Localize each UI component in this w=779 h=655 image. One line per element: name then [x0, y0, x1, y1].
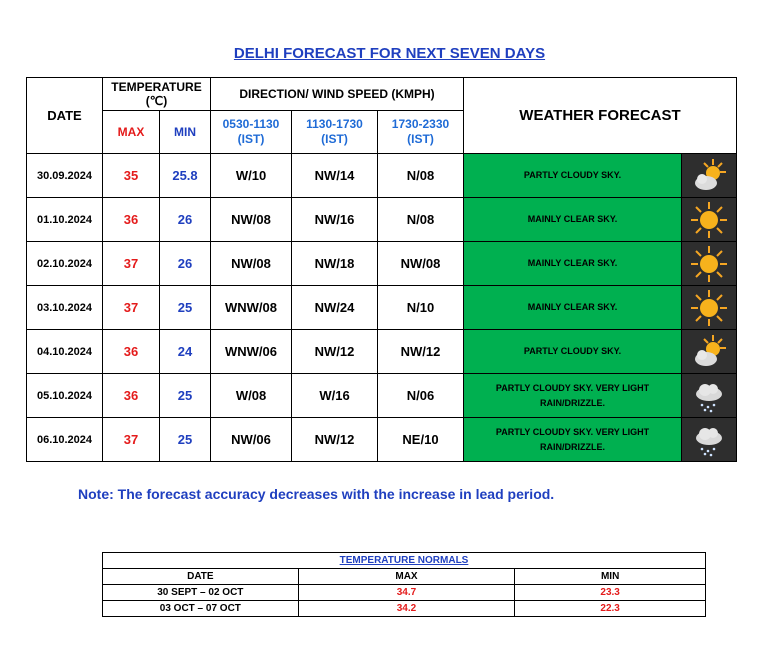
forecast-description [464, 286, 682, 330]
forecast-description [464, 374, 682, 418]
forecast-row [27, 198, 737, 242]
header-slot-3 [378, 111, 464, 154]
forecast-text: MAINLY CLEAR SKY. [527, 302, 618, 312]
wind-slot-2: NW/12 [292, 330, 378, 374]
wind-slot-2: NW/14 [292, 154, 378, 198]
wind-slot-2: NW/18 [292, 242, 378, 286]
forecast-min-temp: 24 [160, 330, 211, 374]
forecast-max-temp: 36 [103, 330, 160, 374]
drizzle-cloud-icon [682, 418, 737, 462]
forecast-min-temp: 25 [160, 374, 211, 418]
normals-max: 34.7 [298, 585, 515, 601]
wind-slot-3: N/08 [378, 154, 464, 198]
forecast-max-temp: 35 [103, 154, 160, 198]
wind-slot-3: NE/10 [378, 418, 464, 462]
slot-time: 1730-2330 [391, 117, 450, 131]
forecast-text: PARTLY CLOUDY SKY. VERY LIGHT [495, 426, 650, 437]
wind-slot-1: NW/08 [211, 242, 292, 286]
forecast-date: 03.10.2024 [27, 286, 103, 330]
drizzle-cloud-icon [682, 374, 737, 418]
normals-row [103, 585, 706, 601]
wind-slot-1: W/08 [211, 374, 292, 418]
forecast-max-temp: 37 [103, 286, 160, 330]
forecast-min-temp: 26 [160, 242, 211, 286]
slot-tz: (IST) [321, 132, 348, 146]
forecast-text: PARTLY CLOUDY SKY. [523, 170, 622, 180]
normals-date: 30 SEPT – 02 OCT [103, 585, 299, 601]
sun-icon [682, 242, 737, 286]
forecast-description [464, 198, 682, 242]
normals-title-cell [103, 553, 706, 569]
header-temperature-unit: (℃) [145, 94, 168, 108]
header-min: MIN [160, 111, 211, 154]
forecast-date: 30.09.2024 [27, 154, 103, 198]
temperature-normals-table [102, 552, 706, 617]
wind-slot-3: NW/08 [378, 242, 464, 286]
forecast-text: MAINLY CLEAR SKY. [527, 214, 618, 224]
wind-slot-1: NW/06 [211, 418, 292, 462]
page-title-text: DELHI FORECAST FOR NEXT SEVEN DAYS [233, 45, 546, 62]
forecast-max-temp: 36 [103, 374, 160, 418]
slot-time: 1130-1730 [306, 117, 363, 131]
header-slot-2 [292, 111, 378, 154]
normals-date: 03 OCT – 07 OCT [103, 601, 299, 617]
forecast-text-line-2: RAIN/DRIZZLE. [540, 397, 605, 408]
wind-slot-1: WNW/06 [211, 330, 292, 374]
forecast-min-temp: 25 [160, 286, 211, 330]
forecast-text: PARTLY CLOUDY SKY. [523, 346, 622, 356]
forecast-description [464, 154, 682, 198]
header-direction: DIRECTION/ WIND SPEED (KMPH) [211, 78, 464, 111]
forecast-min-temp: 26 [160, 198, 211, 242]
forecast-text: MAINLY CLEAR SKY. [527, 258, 618, 268]
forecast-row [27, 286, 737, 330]
normals-header-date: DATE [103, 569, 299, 585]
slot-time: 0530-1130 [222, 117, 280, 131]
accuracy-note: Note: The forecast accuracy decreases with the increase in lead period. [78, 486, 555, 502]
header-slot-1 [211, 111, 292, 154]
wind-slot-2: NW/12 [292, 418, 378, 462]
forecast-min-temp: 25.8 [160, 154, 211, 198]
normals-title: TEMPERATURE NORMALS [339, 555, 469, 566]
forecast-max-temp: 37 [103, 418, 160, 462]
header-weather-forecast: WEATHER FORECAST [464, 78, 737, 154]
forecast-description [464, 242, 682, 286]
wind-slot-1: W/10 [211, 154, 292, 198]
forecast-row [27, 330, 737, 374]
wind-slot-2: NW/24 [292, 286, 378, 330]
forecast-description [464, 330, 682, 374]
wind-slot-1: WNW/08 [211, 286, 292, 330]
forecast-date: 01.10.2024 [27, 198, 103, 242]
wind-slot-1: NW/08 [211, 198, 292, 242]
wind-slot-3: N/10 [378, 286, 464, 330]
forecast-date: 02.10.2024 [27, 242, 103, 286]
forecast-description [464, 418, 682, 462]
forecast-text: PARTLY CLOUDY SKY. VERY LIGHT [495, 382, 650, 393]
forecast-text-line-2: RAIN/DRIZZLE. [540, 441, 605, 452]
slot-tz: (IST) [237, 132, 265, 146]
header-temperature-label: TEMPERATURE [111, 80, 202, 94]
normals-min: 23.3 [515, 585, 706, 601]
wind-slot-2: NW/16 [292, 198, 378, 242]
header-row-1 [27, 78, 737, 111]
sun-icon [682, 198, 737, 242]
header-temperature [103, 78, 211, 111]
forecast-table [26, 77, 737, 462]
forecast-row [27, 418, 737, 462]
wind-slot-3: NW/12 [378, 330, 464, 374]
slot-tz: (IST) [407, 132, 434, 146]
forecast-row [27, 374, 737, 418]
sun-icon [682, 286, 737, 330]
normals-header-min: MIN [515, 569, 706, 585]
partly-cloudy-icon [682, 154, 737, 198]
normals-title-row [103, 553, 706, 569]
forecast-max-temp: 36 [103, 198, 160, 242]
normals-header-row [103, 569, 706, 585]
normals-max: 34.2 [298, 601, 515, 617]
header-date: DATE [27, 78, 103, 154]
wind-slot-3: N/08 [378, 198, 464, 242]
wind-slot-2: W/16 [292, 374, 378, 418]
header-max: MAX [103, 111, 160, 154]
forecast-row [27, 154, 737, 198]
forecast-min-temp: 25 [160, 418, 211, 462]
partly-cloudy-icon [682, 330, 737, 374]
normals-min: 22.3 [515, 601, 706, 617]
wind-slot-3: N/06 [378, 374, 464, 418]
forecast-date: 06.10.2024 [27, 418, 103, 462]
normals-header-max: MAX [298, 569, 515, 585]
normals-row [103, 601, 706, 617]
forecast-max-temp: 37 [103, 242, 160, 286]
forecast-date: 05.10.2024 [27, 374, 103, 418]
forecast-row [27, 242, 737, 286]
page-title [0, 45, 779, 62]
forecast-date: 04.10.2024 [27, 330, 103, 374]
